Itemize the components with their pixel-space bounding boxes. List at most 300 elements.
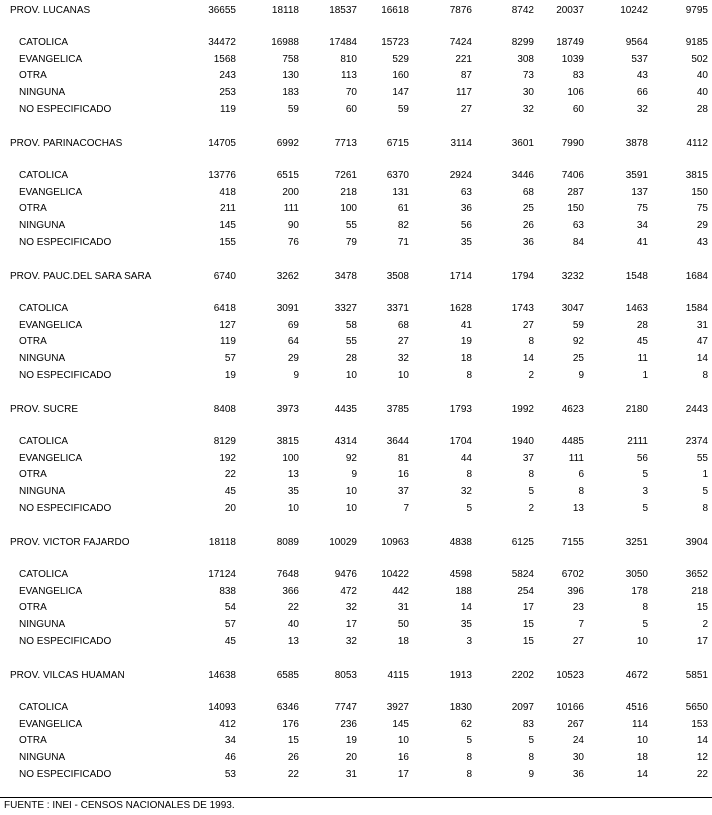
cell-value: 2180	[625, 404, 648, 415]
cell-value: 537	[631, 54, 648, 65]
cell-value: 3652	[685, 569, 708, 580]
cell-value: 7747	[334, 702, 357, 713]
cell-value: 2	[702, 619, 708, 630]
religion-row	[0, 468, 712, 482]
cell-value: 4115	[387, 670, 409, 681]
cell-value: 45	[636, 336, 648, 347]
cell-value: 9185	[685, 37, 708, 48]
cell-value: 6515	[276, 170, 299, 181]
cell-value: 66	[636, 87, 648, 98]
cell-value: 3232	[561, 271, 584, 282]
cell-value: 7648	[276, 569, 299, 580]
cell-value: 45	[224, 636, 236, 647]
cell-value: 9476	[334, 569, 357, 580]
cell-value: 87	[460, 70, 472, 81]
cell-value: 57	[224, 619, 236, 630]
religion-row	[0, 202, 712, 216]
cell-value: 25	[572, 353, 584, 364]
cell-value: 17124	[208, 569, 236, 580]
cell-value: 4314	[334, 436, 357, 447]
cell-value: 127	[219, 320, 236, 331]
cell-value: 5	[642, 503, 648, 514]
cell-value: 113	[341, 70, 357, 81]
cell-value: 150	[691, 187, 708, 198]
cell-value: 6125	[511, 537, 534, 548]
cell-value: 8299	[511, 37, 534, 48]
cell-value: 27	[460, 104, 472, 115]
cell-value: 14705	[208, 138, 236, 149]
cell-value: 111	[568, 453, 584, 464]
cell-value: 50	[397, 619, 409, 630]
cell-value: 150	[567, 203, 584, 214]
cell-value: 3878	[625, 138, 648, 149]
cell-value: 10	[287, 503, 299, 514]
religion-row	[0, 701, 712, 715]
province-name: PROV. PARINACOCHAS	[10, 138, 123, 149]
cell-value: 9	[293, 370, 299, 381]
religion-row	[0, 768, 712, 782]
cell-value: 18	[397, 636, 409, 647]
cell-value: 5824	[511, 569, 534, 580]
cell-value: 36	[460, 203, 472, 214]
cell-value: 55	[345, 336, 357, 347]
cell-value: 1628	[449, 303, 472, 314]
cell-value: 64	[287, 336, 299, 347]
cell-value: 529	[392, 54, 409, 65]
cell-value: 5	[702, 486, 708, 497]
cell-value: 27	[397, 336, 409, 347]
cell-value: 8	[528, 469, 534, 480]
cell-value: 37	[522, 453, 534, 464]
religion-row	[0, 219, 712, 233]
cell-value: 4598	[449, 569, 472, 580]
cell-value: 287	[567, 187, 584, 198]
cell-value: 7155	[561, 537, 584, 548]
cell-value: 9564	[625, 37, 648, 48]
cell-value: 35	[460, 619, 472, 630]
religion-row	[0, 452, 712, 466]
cell-value: 1039	[561, 54, 584, 65]
cell-value: 1684	[685, 271, 708, 282]
cell-value: 7990	[561, 138, 584, 149]
cell-value: 19	[460, 336, 472, 347]
cell-value: 82	[397, 220, 409, 231]
cell-value: 221	[455, 54, 472, 65]
cell-value: 10	[397, 370, 409, 381]
cell-value: 3904	[685, 537, 708, 548]
religion-label: CATOLICA	[19, 303, 69, 314]
cell-value: 44	[460, 453, 472, 464]
cell-value: 15	[522, 619, 534, 630]
cell-value: 16	[397, 469, 409, 480]
cell-value: 155	[219, 237, 236, 248]
cell-value: 119	[220, 104, 236, 115]
cell-value: 218	[691, 586, 708, 597]
religion-row	[0, 635, 712, 649]
cell-value: 119	[220, 336, 236, 347]
cell-value: 30	[572, 752, 584, 763]
cell-value: 3	[466, 636, 472, 647]
cell-value: 8	[466, 769, 472, 780]
cell-value: 3371	[386, 303, 409, 314]
religion-label: NO ESPECIFICADO	[19, 636, 112, 647]
religion-row	[0, 618, 712, 632]
cell-value: 36	[522, 237, 534, 248]
cell-value: 267	[567, 719, 584, 730]
cell-value: 63	[572, 220, 584, 231]
cell-value: 32	[345, 636, 357, 647]
religion-label: NO ESPECIFICADO	[19, 370, 112, 381]
cell-value: 3091	[276, 303, 299, 314]
cell-value: 6992	[276, 138, 299, 149]
cell-value: 7424	[449, 37, 472, 48]
cell-value: 83	[522, 719, 534, 730]
religion-row	[0, 53, 712, 67]
cell-value: 3815	[685, 170, 708, 181]
religion-label: NO ESPECIFICADO	[19, 237, 112, 248]
cell-value: 22	[696, 769, 708, 780]
cell-value: 8053	[334, 670, 357, 681]
cell-value: 15	[522, 636, 534, 647]
cell-value: 13	[287, 636, 299, 647]
cell-value: 24	[572, 735, 584, 746]
cell-value: 53	[224, 769, 236, 780]
cell-value: 7876	[449, 5, 472, 16]
cell-value: 5	[642, 619, 648, 630]
cell-value: 1940	[511, 436, 534, 447]
cell-value: 7713	[334, 138, 357, 149]
cell-value: 14	[696, 353, 708, 364]
cell-value: 9795	[685, 5, 708, 16]
cell-value: 3508	[386, 271, 409, 282]
cell-value: 18749	[556, 37, 584, 48]
cell-value: 100	[340, 203, 357, 214]
footer-divider	[0, 797, 712, 798]
cell-value: 8	[466, 469, 472, 480]
cell-value: 56	[636, 453, 648, 464]
religion-row	[0, 319, 712, 333]
cell-value: 3927	[386, 702, 409, 713]
cell-value: 192	[219, 453, 236, 464]
religion-label: OTRA	[19, 203, 47, 214]
religion-row	[0, 369, 712, 383]
religion-row	[0, 568, 712, 582]
cell-value: 14	[696, 735, 708, 746]
cell-value: 1548	[625, 271, 648, 282]
religion-row	[0, 302, 712, 316]
cell-value: 4623	[561, 404, 584, 415]
cell-value: 4838	[449, 537, 472, 548]
cell-value: 10	[345, 370, 357, 381]
cell-value: 22	[287, 769, 299, 780]
cell-value: 10	[345, 486, 357, 497]
cell-value: 183	[282, 87, 299, 98]
cell-value: 4672	[625, 670, 648, 681]
province-row	[0, 403, 712, 417]
cell-value: 17	[397, 769, 409, 780]
cell-value: 10	[345, 503, 357, 514]
cell-value: 1913	[449, 670, 472, 681]
cell-value: 32	[522, 104, 534, 115]
cell-value: 1830	[449, 702, 472, 713]
cell-value: 13	[287, 469, 299, 480]
cell-value: 84	[572, 237, 584, 248]
cell-value: 10242	[620, 5, 648, 16]
province-row	[0, 270, 712, 284]
cell-value: 22	[287, 602, 299, 613]
religion-label: NINGUNA	[19, 486, 66, 497]
cell-value: 40	[696, 87, 708, 98]
religion-row	[0, 236, 712, 250]
religion-label: NO ESPECIFICADO	[19, 769, 112, 780]
cell-value: 160	[392, 70, 409, 81]
cell-value: 3	[642, 486, 648, 497]
cell-value: 27	[522, 320, 534, 331]
cell-value: 7406	[561, 170, 584, 181]
religion-label: NINGUNA	[19, 87, 66, 98]
cell-value: 13	[572, 503, 584, 514]
cell-value: 6740	[213, 271, 236, 282]
cell-value: 69	[287, 320, 299, 331]
cell-value: 1704	[449, 436, 472, 447]
cell-value: 1793	[449, 404, 472, 415]
cell-value: 17	[522, 602, 534, 613]
cell-value: 418	[219, 187, 236, 198]
religion-label: EVANGELICA	[19, 187, 83, 198]
religion-row	[0, 585, 712, 599]
cell-value: 7	[578, 619, 584, 630]
cell-value: 8	[702, 503, 708, 514]
province-name: PROV. VILCAS HUAMAN	[10, 670, 125, 681]
province-row	[0, 669, 712, 683]
cell-value: 3815	[276, 436, 299, 447]
cell-value: 29	[287, 353, 299, 364]
religion-row	[0, 169, 712, 183]
cell-value: 8	[466, 752, 472, 763]
cell-value: 36	[572, 769, 584, 780]
cell-value: 10166	[556, 702, 584, 713]
cell-value: 236	[340, 719, 357, 730]
cell-value: 5	[466, 503, 472, 514]
cell-value: 28	[345, 353, 357, 364]
cell-value: 18	[460, 353, 472, 364]
cell-value: 27	[572, 636, 584, 647]
cell-value: 12	[696, 752, 708, 763]
cell-value: 8742	[511, 5, 534, 16]
religion-label: OTRA	[19, 336, 47, 347]
cell-value: 8408	[213, 404, 236, 415]
religion-label: NO ESPECIFICADO	[19, 503, 112, 514]
cell-value: 153	[691, 719, 708, 730]
cell-value: 83	[572, 70, 584, 81]
cell-value: 8129	[213, 436, 236, 447]
cell-value: 4485	[561, 436, 584, 447]
cell-value: 7261	[334, 170, 357, 181]
cell-value: 6370	[386, 170, 409, 181]
cell-value: 111	[283, 203, 299, 214]
cell-value: 36655	[208, 5, 236, 16]
cell-value: 47	[696, 336, 708, 347]
cell-value: 75	[636, 203, 648, 214]
cell-value: 2	[528, 370, 534, 381]
cell-value: 131	[392, 187, 409, 198]
cell-value: 18118	[208, 537, 236, 548]
province-row	[0, 536, 712, 550]
religion-label: CATOLICA	[19, 702, 69, 713]
cell-value: 56	[460, 220, 472, 231]
cell-value: 14638	[208, 670, 236, 681]
cell-value: 6418	[213, 303, 236, 314]
religion-row	[0, 69, 712, 83]
cell-value: 3785	[386, 404, 409, 415]
religion-label: OTRA	[19, 735, 47, 746]
cell-value: 137	[631, 187, 648, 198]
cell-value: 4516	[625, 702, 648, 713]
cell-value: 73	[522, 70, 534, 81]
cell-value: 40	[287, 619, 299, 630]
cell-value: 3478	[334, 271, 357, 282]
cell-value: 34	[636, 220, 648, 231]
cell-value: 810	[340, 54, 357, 65]
cell-value: 71	[397, 237, 409, 248]
cell-value: 32	[636, 104, 648, 115]
cell-value: 23	[572, 602, 584, 613]
cell-value: 35	[460, 237, 472, 248]
cell-value: 253	[219, 87, 236, 98]
cell-value: 5	[642, 469, 648, 480]
cell-value: 188	[455, 586, 472, 597]
cell-value: 20037	[556, 5, 584, 16]
cell-value: 3446	[511, 170, 534, 181]
cell-value: 8089	[276, 537, 299, 548]
cell-value: 92	[572, 336, 584, 347]
cell-value: 26	[522, 220, 534, 231]
cell-value: 70	[345, 87, 357, 98]
religion-label: OTRA	[19, 602, 47, 613]
cell-value: 3050	[625, 569, 648, 580]
cell-value: 25	[522, 203, 534, 214]
cell-value: 3262	[276, 271, 299, 282]
cell-value: 8	[466, 370, 472, 381]
cell-value: 3601	[511, 138, 534, 149]
cell-value: 3973	[276, 404, 299, 415]
religion-row	[0, 86, 712, 100]
cell-value: 130	[282, 70, 299, 81]
religion-label: CATOLICA	[19, 436, 69, 447]
cell-value: 22	[224, 469, 236, 480]
cell-value: 176	[282, 719, 299, 730]
cell-value: 60	[345, 104, 357, 115]
cell-value: 16618	[381, 5, 409, 16]
cell-value: 15	[287, 735, 299, 746]
cell-value: 59	[397, 104, 409, 115]
cell-value: 15723	[381, 37, 409, 48]
cell-value: 1584	[685, 303, 708, 314]
cell-value: 35	[287, 486, 299, 497]
cell-value: 29	[696, 220, 708, 231]
cell-value: 32	[397, 353, 409, 364]
cell-value: 1743	[511, 303, 534, 314]
cell-value: 145	[219, 220, 236, 231]
cell-value: 58	[345, 320, 357, 331]
cell-value: 254	[517, 586, 534, 597]
religion-row	[0, 36, 712, 50]
cell-value: 396	[567, 586, 584, 597]
cell-value: 243	[219, 70, 236, 81]
cell-value: 10523	[556, 670, 584, 681]
cell-value: 3644	[386, 436, 409, 447]
cell-value: 6346	[276, 702, 299, 713]
cell-value: 3047	[561, 303, 584, 314]
cell-value: 11	[637, 353, 648, 364]
cell-value: 4435	[334, 404, 357, 415]
cell-value: 758	[282, 54, 299, 65]
cell-value: 1568	[213, 54, 236, 65]
religion-row	[0, 502, 712, 516]
cell-value: 18537	[329, 5, 357, 16]
cell-value: 28	[636, 320, 648, 331]
cell-value: 54	[224, 602, 236, 613]
cell-value: 1	[702, 469, 708, 480]
province-name: PROV. VICTOR FAJARDO	[10, 537, 130, 548]
cell-value: 61	[397, 203, 409, 214]
cell-value: 34	[224, 735, 236, 746]
cell-value: 32	[460, 486, 472, 497]
cell-value: 2097	[511, 702, 534, 713]
cell-value: 13776	[208, 170, 236, 181]
cell-value: 18118	[271, 5, 299, 16]
cell-value: 26	[287, 752, 299, 763]
cell-value: 1992	[511, 404, 534, 415]
cell-value: 5	[528, 735, 534, 746]
cell-value: 6702	[561, 569, 584, 580]
cell-value: 59	[572, 320, 584, 331]
cell-value: 17484	[329, 37, 357, 48]
religion-label: CATOLICA	[19, 569, 69, 580]
cell-value: 8	[642, 602, 648, 613]
cell-value: 15	[696, 602, 708, 613]
cell-value: 9	[578, 370, 584, 381]
cell-value: 2202	[511, 670, 534, 681]
religion-label: EVANGELICA	[19, 320, 83, 331]
religion-row	[0, 103, 712, 117]
religion-label: CATOLICA	[19, 37, 69, 48]
cell-value: 16988	[271, 37, 299, 48]
cell-value: 117	[456, 87, 472, 98]
cell-value: 68	[397, 320, 409, 331]
cell-value: 3251	[625, 537, 648, 548]
cell-value: 28	[696, 104, 708, 115]
cell-value: 75	[696, 203, 708, 214]
religion-label: NINGUNA	[19, 619, 66, 630]
cell-value: 308	[517, 54, 534, 65]
cell-value: 5650	[685, 702, 708, 713]
cell-value: 1	[642, 370, 648, 381]
cell-value: 178	[631, 586, 648, 597]
cell-value: 6585	[276, 670, 299, 681]
cell-value: 6	[578, 469, 584, 480]
cell-value: 366	[282, 586, 299, 597]
cell-value: 1794	[511, 271, 534, 282]
religion-row	[0, 718, 712, 732]
religion-label: NINGUNA	[19, 220, 66, 231]
cell-value: 8	[528, 752, 534, 763]
cell-value: 442	[392, 586, 409, 597]
cell-value: 17	[345, 619, 357, 630]
religion-label: CATOLICA	[19, 170, 69, 181]
province-row	[0, 137, 712, 151]
cell-value: 200	[282, 187, 299, 198]
